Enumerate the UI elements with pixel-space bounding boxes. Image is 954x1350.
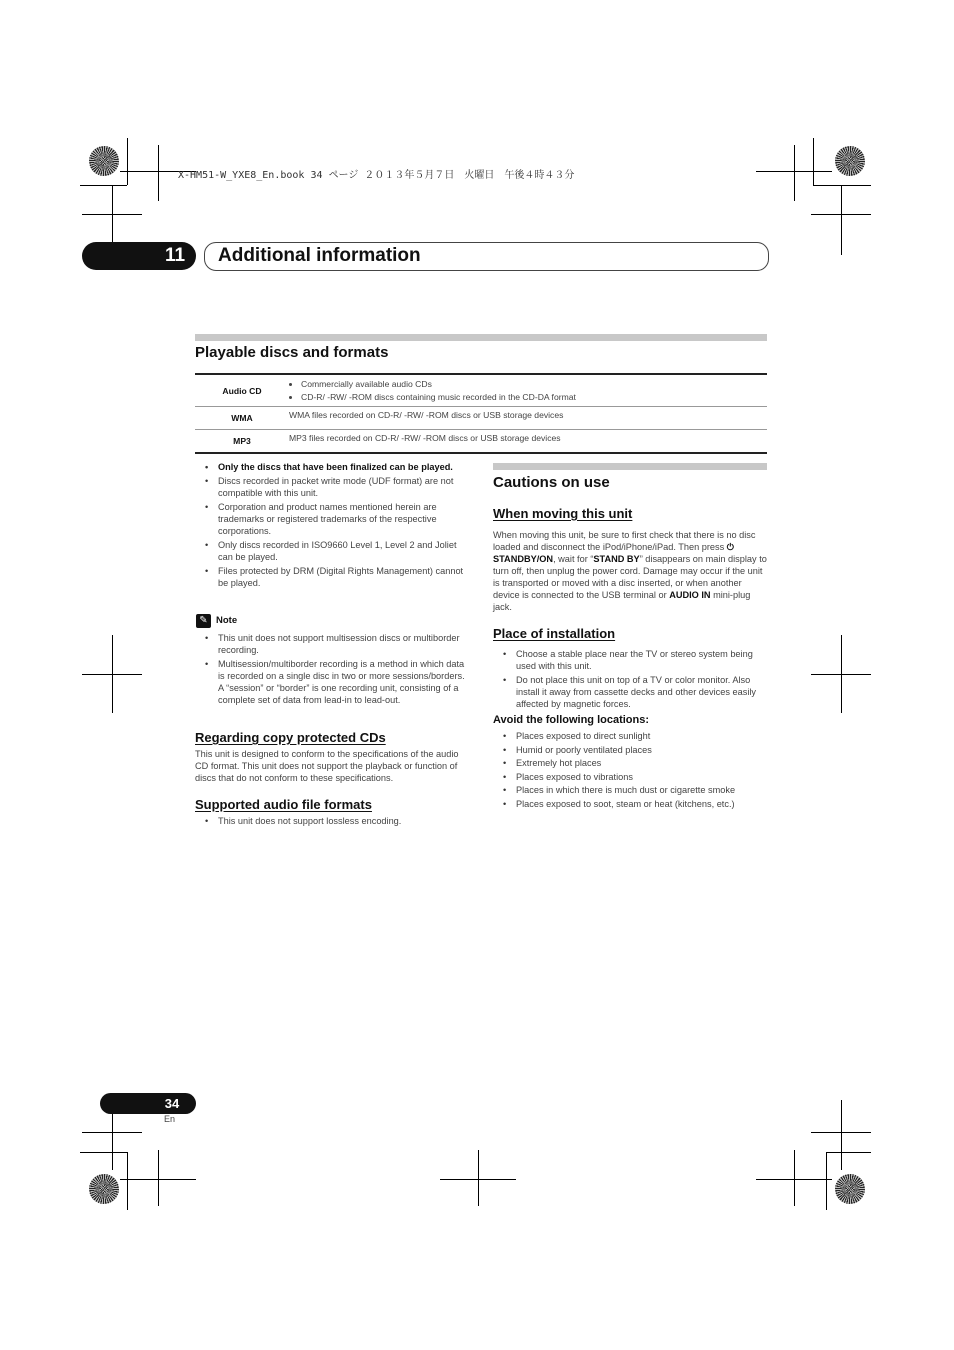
- section-bar: [195, 334, 767, 341]
- format-name: Audio CD: [195, 374, 289, 407]
- audio-formats-title: Supported audio file formats: [195, 797, 372, 812]
- moving-title: When moving this unit: [493, 506, 633, 521]
- list-item: • Places exposed to direct sunlight: [493, 730, 768, 742]
- list-item: • Only discs recorded in ISO9660 Level 1, Level 2 and Joliet can be played.: [195, 539, 472, 563]
- format-name: MP3: [195, 430, 289, 453]
- table-row: [195, 430, 767, 453]
- moving-text-3: ” disappears on main display to turn off, then unplug the power cord. Damage may occur if the unit is transported or moved with a disc inserted, or when another device is connected to the USB terminal or: [493, 554, 767, 600]
- copy-protected-text: This unit is designed to conform to the specifications of the audio CD format. This unit does not support the playback or function of discs that do not conform to these specifications.: [195, 749, 459, 783]
- moving-text: [493, 529, 768, 613]
- list-item: • Only the discs that have been finalized can be played.: [195, 461, 472, 473]
- list-item: • Discs recorded in packet write mode (UDF format) are not compatible with this unit.: [195, 475, 472, 499]
- avoid-title: Avoid the following locations:: [493, 714, 650, 726]
- list-item: • Choose a stable place near the TV or stereo system being used with this unit.: [493, 648, 768, 672]
- list-item: • Places exposed to soot, steam or heat (kitchens, etc.): [493, 798, 768, 810]
- table-row: [195, 374, 767, 407]
- chapter-title: Additional information: [218, 245, 421, 266]
- format-name: WMA: [195, 407, 289, 430]
- page-number: 34: [164, 1096, 180, 1111]
- format-desc: [289, 374, 767, 407]
- list-item: • Files protected by DRM (Digital Rights Management) cannot be played.: [195, 565, 472, 589]
- format-desc: WMA files recorded on CD-R/ -RW/ -ROM discs or USB storage devices: [289, 407, 767, 430]
- table-row: [195, 407, 767, 430]
- moving-text-4: mini-plug jack.: [493, 590, 751, 612]
- copy-protected-title: Regarding copy protected CDs: [195, 730, 386, 745]
- registration-rose-icon: [89, 146, 119, 176]
- note-pencil-icon: ✎: [196, 614, 211, 628]
- avoid-list: [493, 730, 768, 811]
- standby-icon: ⏻: [726, 542, 735, 552]
- list-item: • Humid or poorly ventilated places: [493, 744, 768, 756]
- list-item: • Commercially available audio CDs: [301, 378, 767, 391]
- list-item: • Corporation and product names mentioned herein are trademarks or registered trademarks of the respective corporations.: [195, 501, 472, 537]
- audio-in-label: AUDIO IN: [669, 590, 711, 600]
- playable-title: Playable discs and formats: [195, 344, 389, 361]
- registration-rose-icon: [89, 1174, 119, 1204]
- list-item: • Multisession/multiborder recording is a method in which data is recorded on a single disc in two or more sessions/borders. A “session” or “border” is one recording unit, consisting of a complete set of data from lead-in to lead-out.: [195, 658, 472, 706]
- moving-text-1: When moving this unit, be sure to first check that there is no disc loaded and disconnect the iPod/iPhone/iPad. Then press: [493, 530, 756, 552]
- list-item: • This unit does not support multisession discs or multiborder recording.: [195, 632, 472, 656]
- page-language: En: [164, 1114, 176, 1124]
- section-bar: [493, 463, 767, 470]
- note-list: [195, 632, 472, 708]
- standby-key: STANDBY/ON: [493, 554, 554, 564]
- list-item: • Extremely hot places: [493, 757, 768, 769]
- list-item: • CD-R/ -RW/ -ROM discs containing music recorded in the CD-DA format: [301, 391, 767, 404]
- audio-formats-list: [195, 815, 472, 829]
- format-desc: MP3 files recorded on CD-R/ -RW/ -ROM discs or USB storage devices: [289, 430, 767, 453]
- chapter-number: 11: [164, 245, 186, 266]
- print-header: X-HM51-W_YXE8_En.book 34 ページ ２０１３年５月７日 火曜日 午後４時４３分: [178, 170, 575, 181]
- playable-bullets: [195, 461, 472, 591]
- list-item: • This unit does not support lossless encoding.: [195, 815, 472, 827]
- installation-title: Place of installation: [493, 626, 616, 641]
- registration-rose-icon: [835, 1174, 865, 1204]
- list-item: • Do not place this unit on top of a TV or color monitor. Also install it away from cassette decks and other devices easily affected by magnetic forces.: [493, 674, 768, 710]
- formats-table: [195, 373, 767, 454]
- list-item: • Places in which there is much dust or cigarette smoke: [493, 784, 768, 796]
- registration-rose-icon: [835, 146, 865, 176]
- moving-text-2: , wait for “: [553, 554, 594, 564]
- cautions-title: Cautions on use: [493, 474, 610, 491]
- list-item: • Places exposed to vibrations: [493, 771, 768, 783]
- note-label: Note: [216, 615, 238, 626]
- standby-display: STAND BY: [593, 554, 640, 564]
- installation-list: [493, 648, 768, 712]
